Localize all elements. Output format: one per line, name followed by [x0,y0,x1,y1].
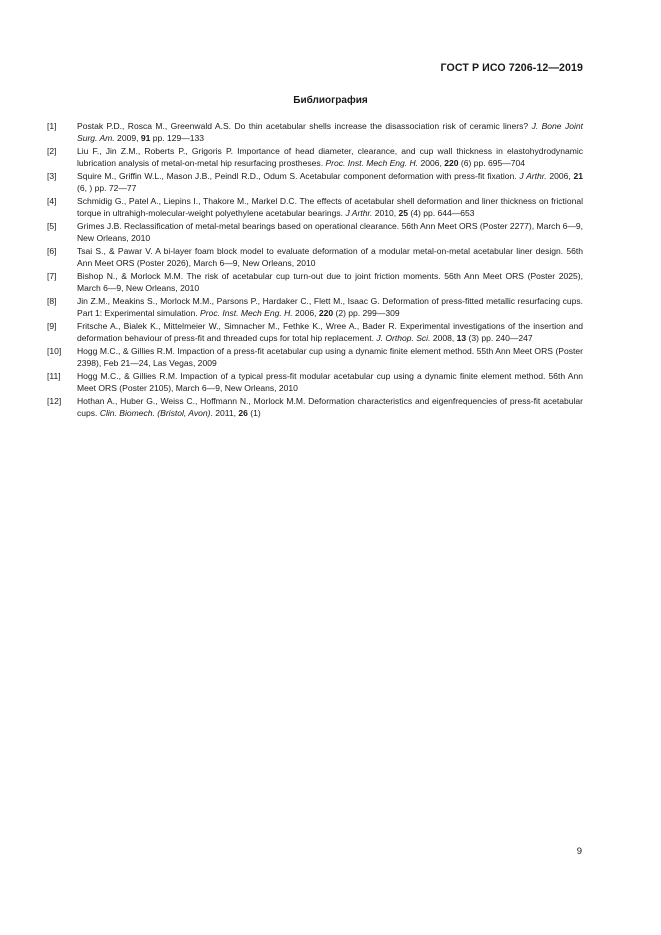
reference-text-part: 2006, [292,307,319,318]
reference-text-part: 2006, [418,157,445,168]
reference-item [47,296,583,319]
reference-text-part: Liu F., Jin Z.M., Roberts P., Grigoris P. Importance of head diameter, clearance, and cup wall thickness in elastohydrodynamic lubrication analysis of metal-on-metal hip resurfacing prostheses. [77,146,583,168]
reference-text [77,271,583,294]
reference-text-part: Fritsche A., Bialek K., Mittelmeier W., Simnacher M., Fethke K., Wree A., Bader R. Experimental investigations of the insertion and deformation behaviour of press-fit and threaded cups for total hip replacement. [77,321,583,343]
reference-text-part: Tsai S., & Pawar V. A bi-layer foam block model to evaluate deformation of a modular metal-on-metal acetabular liner design. 56th Ann Meet ORS (Poster 2026), March 6—9, New Orleans, 2010 [77,246,583,268]
reference-number: [7] [47,271,57,281]
reference-text-part: . 2011, [210,407,239,418]
reference-text-part: Squire M., Griffin W.L., Mason J.B., Peindl R.D., Odum S. Acetabular component deformation with press-fit fixation. [77,171,520,181]
volume-number: 25 [398,207,409,218]
reference-text-part: 2008, [430,332,457,343]
volume-number: 220 [318,307,334,318]
section-title: Библиография [293,95,368,106]
reference-number: [6] [47,246,57,256]
volume-number: 21 [573,171,583,181]
reference-text [77,221,583,244]
reference-number: [9] [47,321,57,331]
journal-title: J Arthr. [519,171,547,181]
document-header: ГОСТ Р ИСО 7206-12—2019 [440,62,583,74]
reference-item [47,396,583,419]
reference-item [47,371,583,394]
reference-text-part: Jin Z.M., Meakins S., Morlock M.M., Parsons P., Hardaker C., Flett M., Isaac G. Deformation of press-fitted metallic resurfacing cups. Part 1: Experimental simulation. [77,296,583,318]
reference-number: [1] [47,121,57,131]
reference-number: [11] [47,371,61,381]
reference-item [47,121,583,144]
reference-text [77,321,583,344]
reference-text-part: Grimes J.B. Reclassification of metal-metal bearings based on operational clearance. 56th Ann Meet ORS (Poster 2277), March 6—9, New Orleans, 2010 [77,221,583,243]
reference-text-part: 2006, [546,171,574,181]
journal-title: J. Orthop. Sci. [376,332,431,343]
reference-text [77,346,583,369]
journal-title: J Arthr. [345,207,373,218]
reference-text-part: 2010, [372,207,399,218]
journal-title: J. Bone Joint Surg. Am. [77,121,583,143]
reference-text [77,246,583,269]
reference-number: [2] [47,146,57,156]
reference-text-part: (6, ) pp. 72—77 [77,182,137,193]
reference-text [77,396,583,419]
journal-title: Clin. Biomech. (Bristol, Avon) [99,407,211,418]
volume-number: 13 [456,332,467,343]
reference-text-part: Postak P.D., Rosca M., Greenwald A.S. Do thin acetabular shells increase the disassociation risk of ceramic liners? [77,121,532,131]
journal-title: Proc. Inst. Mech Eng. H. [325,157,419,168]
reference-number: [12] [47,396,62,406]
reference-text-part: Hogg M.C., & Gillies R.M. Impaction of a typical press-fit modular acetabular cup using a dynamic finite element method. 56th Ann Meet ORS (Poster 2105), March 6—9, New Orleans, 2010 [77,371,583,393]
reference-number: [3] [47,171,57,181]
reference-text-part: Schmidig G., Patel A., Liepins I., Thakore M., Markel D.C. The effects of acetabular shell deformation and liner thickness on frictional torque in ultrahigh-molecular-weight polyethylene acetabular bearings. [77,196,583,218]
reference-text-part: Hogg M.C., & Gillies R.M. Impaction of a press-fit acetabular cup using a dynamic finite element method. 55th Ann Meet ORS (Poster 2398), Feb 21—24, Las Vegas, 2009 [77,346,583,368]
reference-text-part: (4) pp. 644—653 [408,207,475,218]
reference-item [47,346,583,369]
reference-text [77,146,583,169]
reference-text [77,296,583,319]
reference-text-part: (1) [247,407,261,418]
reference-item [47,196,583,219]
reference-number: [5] [47,221,57,231]
reference-text-part: Bishop N., & Morlock M.M. The risk of acetabular cup turn-out due to joint friction moments. 56th Ann Meet ORS (Poster 2025), March 6—9, New Orleans, 2010 [77,271,583,293]
reference-number: [10] [47,346,62,356]
reference-text-part: 2009, [114,132,141,143]
reference-number: [4] [47,196,57,206]
reference-text [77,171,583,194]
reference-text [77,121,583,144]
reference-item [47,221,583,244]
reference-item [47,321,583,344]
reference-item [47,146,583,169]
volume-number: 26 [238,407,248,418]
journal-title: Proc. Inst. Mech Eng. H. [200,307,293,318]
reference-text [77,371,583,394]
reference-text-part: (3) pp. 240—247 [466,332,533,343]
volume-number: 91 [140,132,151,143]
reference-text [77,196,583,219]
reference-item [47,246,583,269]
page-number: 9 [576,846,582,857]
volume-number: 220 [444,157,459,168]
reference-text-part: Hothan A., Huber G., Weiss C., Hoffmann N., Morlock M.M. Deformation characteristics and eigenfrequencies of press-fit acetabular cups. [77,396,583,418]
reference-text-part: pp. 129—133 [150,132,205,143]
reference-number: [8] [47,296,57,306]
reference-text-part: (6) pp. 695—704 [458,157,526,168]
reference-item [47,171,583,194]
bibliography-list [47,121,583,421]
reference-text-part: (2) pp. 299—309 [333,307,400,318]
reference-item [47,271,583,294]
